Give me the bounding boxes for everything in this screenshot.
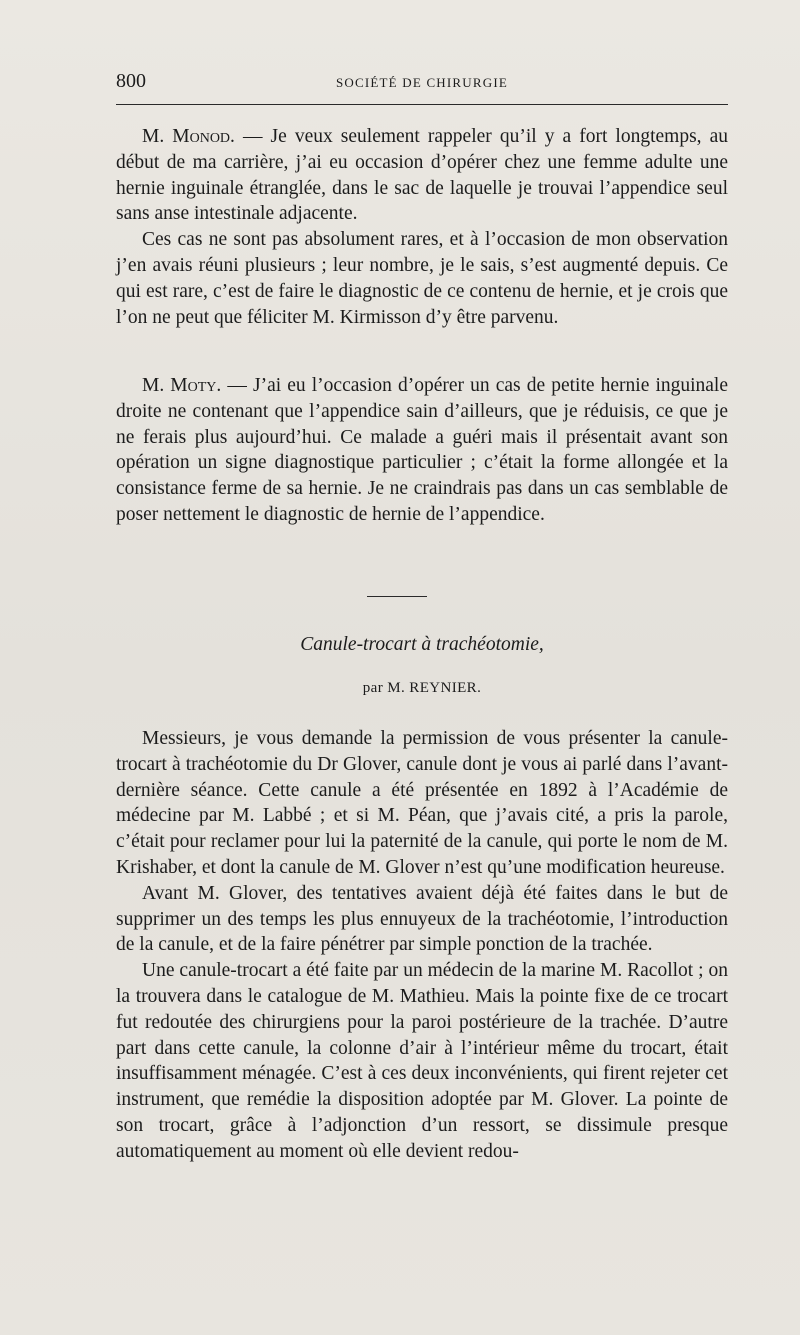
page-number: 800 bbox=[116, 70, 146, 92]
moty-paragraph-1-text: — J’ai eu l’occasion d’opérer un cas de petite hernie inguinale droite ne contenant que l’appendice sain d’ailleurs, que je réduisis, ce que je ne ferais plus aujourd’hui. Ce malade a guéri mais il présentait avant son opération un signe diagnostique particulier ; c’était la forme allongée et la consistance ferme de sa hernie. Je ne craindrais pas dans un cas semblable de poser nettement le diagnostic de hernie de l’appendice. bbox=[116, 375, 729, 525]
article-paragraph-1: Messieurs, je vous demande la permission de vous présenter la canule-trocart à trachéotomie du Dr Glover, canule dont je vous ai parlé dans l’avant-dernière séance. Cette canule a été présentée en 1892 à l’Académie de médecine par M. Labbé ; et si M. Péan, que j’avais cité, a pris la parole, c’était pour reclamer pour lui la paternité de la canule, qui porte le nom de M. Krishaber, et dont la canule de M. Glover n’est qu’une modification heureuse. bbox=[116, 728, 728, 878]
moty-paragraph-1 bbox=[116, 373, 728, 528]
header-rule bbox=[116, 104, 728, 105]
page-header bbox=[116, 70, 728, 94]
moty-remarks bbox=[116, 373, 728, 528]
speaker-monod: M. Monod. bbox=[142, 126, 235, 147]
monod-remarks bbox=[116, 124, 728, 330]
running-head: SOCIÉTÉ DE CHIRURGIE bbox=[335, 75, 509, 90]
monod-paragraph-2: Ces cas ne sont pas absolument rares, et à l’occasion de mon observation j’en avais réuni plusieurs ; leur nombre, je le sais, s’est augmenté depuis. Ce qui est rare, c’est de faire le diagnostic de ce contenu de hernie, et je crois que l’on ne peut que féliciter M. Kirmisson d’y être parvenu. bbox=[116, 229, 728, 328]
article-paragraph-3: Une canule-trocart a été faite par un médecin de la marine M. Racollot ; on la trouvera dans le catalogue de M. Mathieu. Mais la pointe fixe de ce trocart fut redoutée des chirurgiens pour la paroi postérieure de la trachée. D’autre part dans cette canule, la colonne d’air à l’intérieur même du trocart, était insuffisamment ménagée. C’est à ces deux inconvénients, qui firent rejeter cet instrument, que remédie la disposition adoptée par M. Glover. La pointe de son trocart, grâce à l’adjonction d’un ressort, se dissimule presque automatiquement au moment où elle devient redou- bbox=[116, 960, 728, 1162]
monod-paragraph-1-text: — Je veux seulement rappeler qu’il y a fort longtemps, au début de ma carrière, j’ai eu occasion d’opérer chez une femme adulte une hernie inguinale étranglée, dans le sac de laquelle je trouvai l’appendice seul sans anse intestinale adjacente. bbox=[116, 126, 728, 225]
speaker-moty: M. Moty. bbox=[142, 375, 222, 396]
article-paragraph-2: Avant M. Glover, des tentatives avaient déjà été faites dans le but de supprimer un des temps les plus ennuyeux de la trachéotomie, l’introduction de la canule, et de la faire pénétrer par simple ponction de la trachée. bbox=[116, 882, 728, 956]
reynier-article-body bbox=[116, 726, 728, 1165]
monod-paragraph-1 bbox=[116, 124, 728, 227]
section-separator bbox=[367, 596, 427, 597]
article-title: Canule-trocart à trachéotomie, bbox=[300, 634, 544, 655]
article-author: par M. REYNIER. bbox=[362, 680, 482, 696]
